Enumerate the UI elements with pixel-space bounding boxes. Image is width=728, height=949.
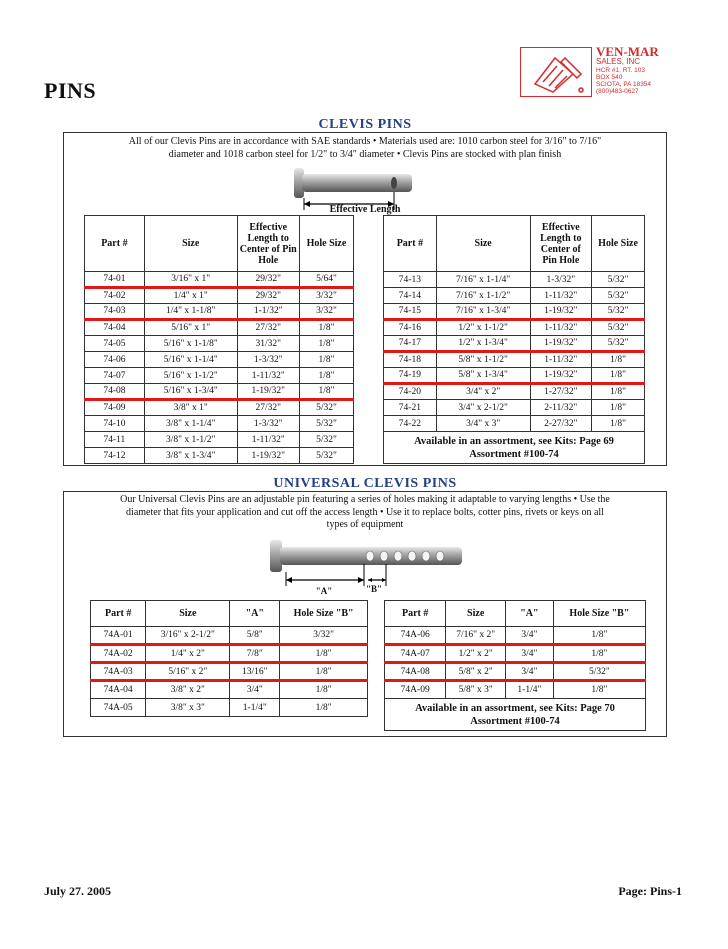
table-cell: 1/8" [280, 699, 368, 717]
table-cell: 1/8" [299, 320, 353, 336]
table-cell: 74-11 [85, 432, 145, 448]
table-header-row [385, 601, 646, 627]
table-cell: 74-10 [85, 416, 145, 432]
table-cell: 3/4" [505, 627, 553, 645]
table-cell: 74A-06 [385, 627, 446, 645]
effective-length-label: Effective Length [329, 204, 401, 215]
table-cell: 1/8" [280, 663, 368, 681]
footer-date: July 27. 2005 [44, 884, 112, 898]
table-cell: 74-18 [384, 352, 437, 368]
table-cell: 1-3/32" [237, 352, 299, 368]
clevis-section-title: CLEVIS PINS [318, 117, 412, 132]
table-cell: 74A-05 [91, 699, 146, 717]
table-row [384, 416, 645, 432]
table-cell: 7/16" x 1-1/2" [436, 288, 530, 304]
logo-line: HCR #1, RT. 103 [596, 67, 646, 74]
table-cell: 3/4" x 2" [436, 384, 530, 400]
table-cell: 3/8" x 1-1/4" [144, 416, 237, 432]
table-cell: 5/8" x 2" [446, 663, 506, 681]
column-header: Part # [384, 216, 437, 272]
logo-name: VEN-MAR [596, 44, 659, 59]
table-cell: 5/32" [592, 272, 645, 288]
clevis-description: All of our Clevis Pins are in accordance with SAE standards • Materials used are: 1010 carbon steel for 3/16" to 7/16" diameter and 1018 carbon steel for 1/2" to 3/4" diameter • Clevis Pins are stocked with plan finish [128, 136, 602, 160]
assortment-note: Available in an assortment, see Kits: Page 69 Assortment #100-74 [384, 432, 645, 464]
table-cell: 1/8" [299, 336, 353, 352]
table-cell: 3/4" x 2-1/2" [436, 400, 530, 416]
clevis-left-table [84, 215, 354, 464]
table-cell: 2-11/32" [530, 400, 592, 416]
table-cell: 1/4" x 2" [146, 645, 230, 663]
column-header: "A" [230, 601, 280, 627]
table-cell: 31/32" [237, 336, 299, 352]
page-title: PINS [44, 78, 97, 103]
logo-emblem-icon [520, 47, 592, 97]
assortment-note-row [385, 699, 646, 731]
table-cell: 74-02 [85, 288, 145, 304]
table-cell: 74-19 [384, 368, 437, 384]
table-cell: 1/8" [299, 368, 353, 384]
table-cell: 74-01 [85, 272, 145, 288]
table-cell: 7/8" [230, 645, 280, 663]
table-row [85, 400, 354, 416]
table-cell: 1-1/4" [505, 681, 553, 699]
table-cell: 29/32" [237, 272, 299, 288]
table-cell: 74-17 [384, 336, 437, 352]
table-cell: 74A-01 [91, 627, 146, 645]
table-cell: 1-19/32" [530, 336, 592, 352]
table-cell: 5/8" [230, 627, 280, 645]
universal-left-table [90, 600, 368, 717]
table-cell: 5/32" [299, 448, 353, 464]
table-row [91, 627, 368, 645]
table-cell: 5/8" x 3" [446, 681, 506, 699]
table-cell: 3/8" x 1-1/2" [144, 432, 237, 448]
table-cell: 3/4" [505, 663, 553, 681]
table-cell: 3/16" x 2-1/2" [146, 627, 230, 645]
table-cell: 74-14 [384, 288, 437, 304]
company-logo [520, 44, 700, 100]
table-row [384, 272, 645, 288]
column-header: Size [436, 216, 530, 272]
table-row [385, 645, 646, 663]
table-row [385, 681, 646, 699]
table-cell: 74-06 [85, 352, 145, 368]
table-cell: 74A-07 [385, 645, 446, 663]
table-row [91, 645, 368, 663]
assortment-note-row [384, 432, 645, 464]
table-cell: 74-09 [85, 400, 145, 416]
label-a: "A" [315, 586, 333, 596]
logo-line: SCIOTA, PA 18354 [596, 81, 652, 88]
column-header: Effective Length to Center of Pin Hole [237, 216, 299, 272]
table-cell: 3/32" [299, 288, 353, 304]
table-cell: 74-08 [85, 384, 145, 400]
table-cell: 5/16" x 1-1/2" [144, 368, 237, 384]
table-cell: 1/4" x 1-1/8" [144, 304, 237, 320]
table-cell: 1-3/32" [237, 416, 299, 432]
table-cell: 5/16" x 2" [146, 663, 230, 681]
table-cell: 3/32" [299, 304, 353, 320]
table-cell: 1-11/32" [530, 320, 592, 336]
table-cell: 1/8" [299, 384, 353, 400]
table-cell: 3/4" [505, 645, 553, 663]
table-cell: 74-12 [85, 448, 145, 464]
column-header: Effective Length to Center of Pin Hole [530, 216, 592, 272]
table-row [384, 384, 645, 400]
table-row [384, 320, 645, 336]
logo-line: SALES, INC [596, 57, 641, 66]
universal-description: Our Universal Clevis Pins are an adjustable pin featuring a series of holes making it adaptable to varying lengths • Use the diameter that fits your application and cut off the access length • Use it to replace bolts, cotter pins, rivets or keys on all types of equipment [120, 494, 610, 530]
table-header-row [384, 216, 645, 272]
table-cell: 1/8" [553, 627, 645, 645]
table-cell: 74-03 [85, 304, 145, 320]
table-cell: 74A-08 [385, 663, 446, 681]
footer-page: Page: Pins-1 [618, 884, 682, 898]
table-cell: 5/64" [299, 272, 353, 288]
table-cell: 3/8" x 3" [146, 699, 230, 717]
table-row [91, 663, 368, 681]
table-cell: 74-07 [85, 368, 145, 384]
table-row [384, 304, 645, 320]
table-cell: 74-21 [384, 400, 437, 416]
table-row [385, 627, 646, 645]
table-row [91, 681, 368, 699]
table-row [85, 432, 354, 448]
table-cell: 74-15 [384, 304, 437, 320]
table-cell: 1-11/32" [530, 352, 592, 368]
table-row [85, 336, 354, 352]
universal-section-title: UNIVERSAL CLEVIS PINS [273, 476, 457, 491]
table-cell: 1/4" x 1" [144, 288, 237, 304]
table-cell: 1-19/32" [530, 368, 592, 384]
table-cell: 29/32" [237, 288, 299, 304]
table-cell: 1/2" x 2" [446, 645, 506, 663]
universal-right-table [384, 600, 646, 731]
clevis-right-table [383, 215, 645, 464]
table-cell: 3/8" x 1-3/4" [144, 448, 237, 464]
table-cell: 74-16 [384, 320, 437, 336]
column-header: Size [144, 216, 237, 272]
table-cell: 27/32" [237, 400, 299, 416]
table-cell: 3/8" x 1" [144, 400, 237, 416]
column-header: Hole Size [299, 216, 353, 272]
logo-line: (800)483-0627 [596, 88, 639, 95]
logo-line: BOX 540 [596, 74, 623, 81]
table-cell: 5/32" [299, 416, 353, 432]
column-header: Hole Size [592, 216, 645, 272]
column-header: Hole Size "B" [553, 601, 645, 627]
column-header: Part # [385, 601, 446, 627]
table-cell: 3/4" x 3" [436, 416, 530, 432]
label-b: "B" [366, 584, 382, 594]
table-row [385, 663, 646, 681]
table-cell: 1/8" [592, 352, 645, 368]
table-cell: 5/16" x 1" [144, 320, 237, 336]
table-cell: 5/32" [592, 336, 645, 352]
table-cell: 1/8" [592, 416, 645, 432]
table-cell: 5/16" x 1-3/4" [144, 384, 237, 400]
table-cell: 7/16" x 1-1/4" [436, 272, 530, 288]
table-cell: 74-20 [384, 384, 437, 400]
table-cell: 2-27/32" [530, 416, 592, 432]
table-cell: 5/16" x 1-1/4" [144, 352, 237, 368]
table-cell: 1-27/32" [530, 384, 592, 400]
table-cell: 5/32" [592, 288, 645, 304]
column-header: Size [446, 601, 506, 627]
table-cell: 7/16" x 2" [446, 627, 506, 645]
table-cell: 1/8" [299, 352, 353, 368]
table-cell: 1/2" x 1-3/4" [436, 336, 530, 352]
table-cell: 5/32" [553, 663, 645, 681]
table-row [85, 448, 354, 464]
table-cell: 7/16" x 1-3/4" [436, 304, 530, 320]
table-cell: 5/8" x 1-1/2" [436, 352, 530, 368]
table-cell: 5/32" [592, 320, 645, 336]
table-cell: 1/8" [280, 681, 368, 699]
table-header-row [85, 216, 354, 272]
table-row [85, 352, 354, 368]
table-row [85, 304, 354, 320]
table-cell: 5/32" [299, 400, 353, 416]
table-cell: 27/32" [237, 320, 299, 336]
table-cell: 5/16" x 1-1/8" [144, 336, 237, 352]
table-cell: 1/8" [553, 645, 645, 663]
table-cell: 1/8" [592, 384, 645, 400]
assortment-note: Available in an assortment, see Kits: Page 70 Assortment #100-74 [385, 699, 646, 731]
table-row [85, 320, 354, 336]
column-header: Part # [85, 216, 145, 272]
table-cell: 74A-09 [385, 681, 446, 699]
table-cell: 1-11/32" [237, 368, 299, 384]
table-row [85, 368, 354, 384]
table-cell: 5/32" [299, 432, 353, 448]
table-cell: 1-1/4" [230, 699, 280, 717]
table-cell: 3/16" x 1" [144, 272, 237, 288]
table-cell: 74-22 [384, 416, 437, 432]
table-row [85, 416, 354, 432]
table-row [384, 336, 645, 352]
table-cell: 3/32" [280, 627, 368, 645]
table-cell: 74A-04 [91, 681, 146, 699]
table-cell: 1-1/32" [237, 304, 299, 320]
table-row [85, 384, 354, 400]
table-cell: 1/8" [553, 681, 645, 699]
table-cell: 1-11/32" [530, 288, 592, 304]
table-row [384, 352, 645, 368]
column-header: Hole Size "B" [280, 601, 368, 627]
table-row [384, 368, 645, 384]
table-cell: 1-11/32" [237, 432, 299, 448]
table-cell: 1/8" [280, 645, 368, 663]
table-cell: 74-04 [85, 320, 145, 336]
table-row [85, 288, 354, 304]
column-header: Part # [91, 601, 146, 627]
table-cell: 1-19/32" [237, 448, 299, 464]
table-cell: 1-19/32" [530, 304, 592, 320]
table-cell: 1/8" [592, 400, 645, 416]
table-cell: 3/8" x 2" [146, 681, 230, 699]
column-header: "A" [505, 601, 553, 627]
table-cell: 74A-02 [91, 645, 146, 663]
table-row [91, 699, 368, 717]
table-cell: 1/8" [592, 368, 645, 384]
table-cell: 1/2" x 1-1/2" [436, 320, 530, 336]
table-cell: 74-13 [384, 272, 437, 288]
table-row [384, 288, 645, 304]
table-cell: 13/16" [230, 663, 280, 681]
table-row [85, 272, 354, 288]
table-row [384, 400, 645, 416]
table-header-row [91, 601, 368, 627]
table-cell: 74-05 [85, 336, 145, 352]
table-cell: 1-3/32" [530, 272, 592, 288]
table-cell: 3/4" [230, 681, 280, 699]
table-cell: 5/32" [592, 304, 645, 320]
column-header: Size [146, 601, 230, 627]
table-cell: 74A-03 [91, 663, 146, 681]
table-cell: 5/8" x 1-3/4" [436, 368, 530, 384]
table-cell: 1-19/32" [237, 384, 299, 400]
